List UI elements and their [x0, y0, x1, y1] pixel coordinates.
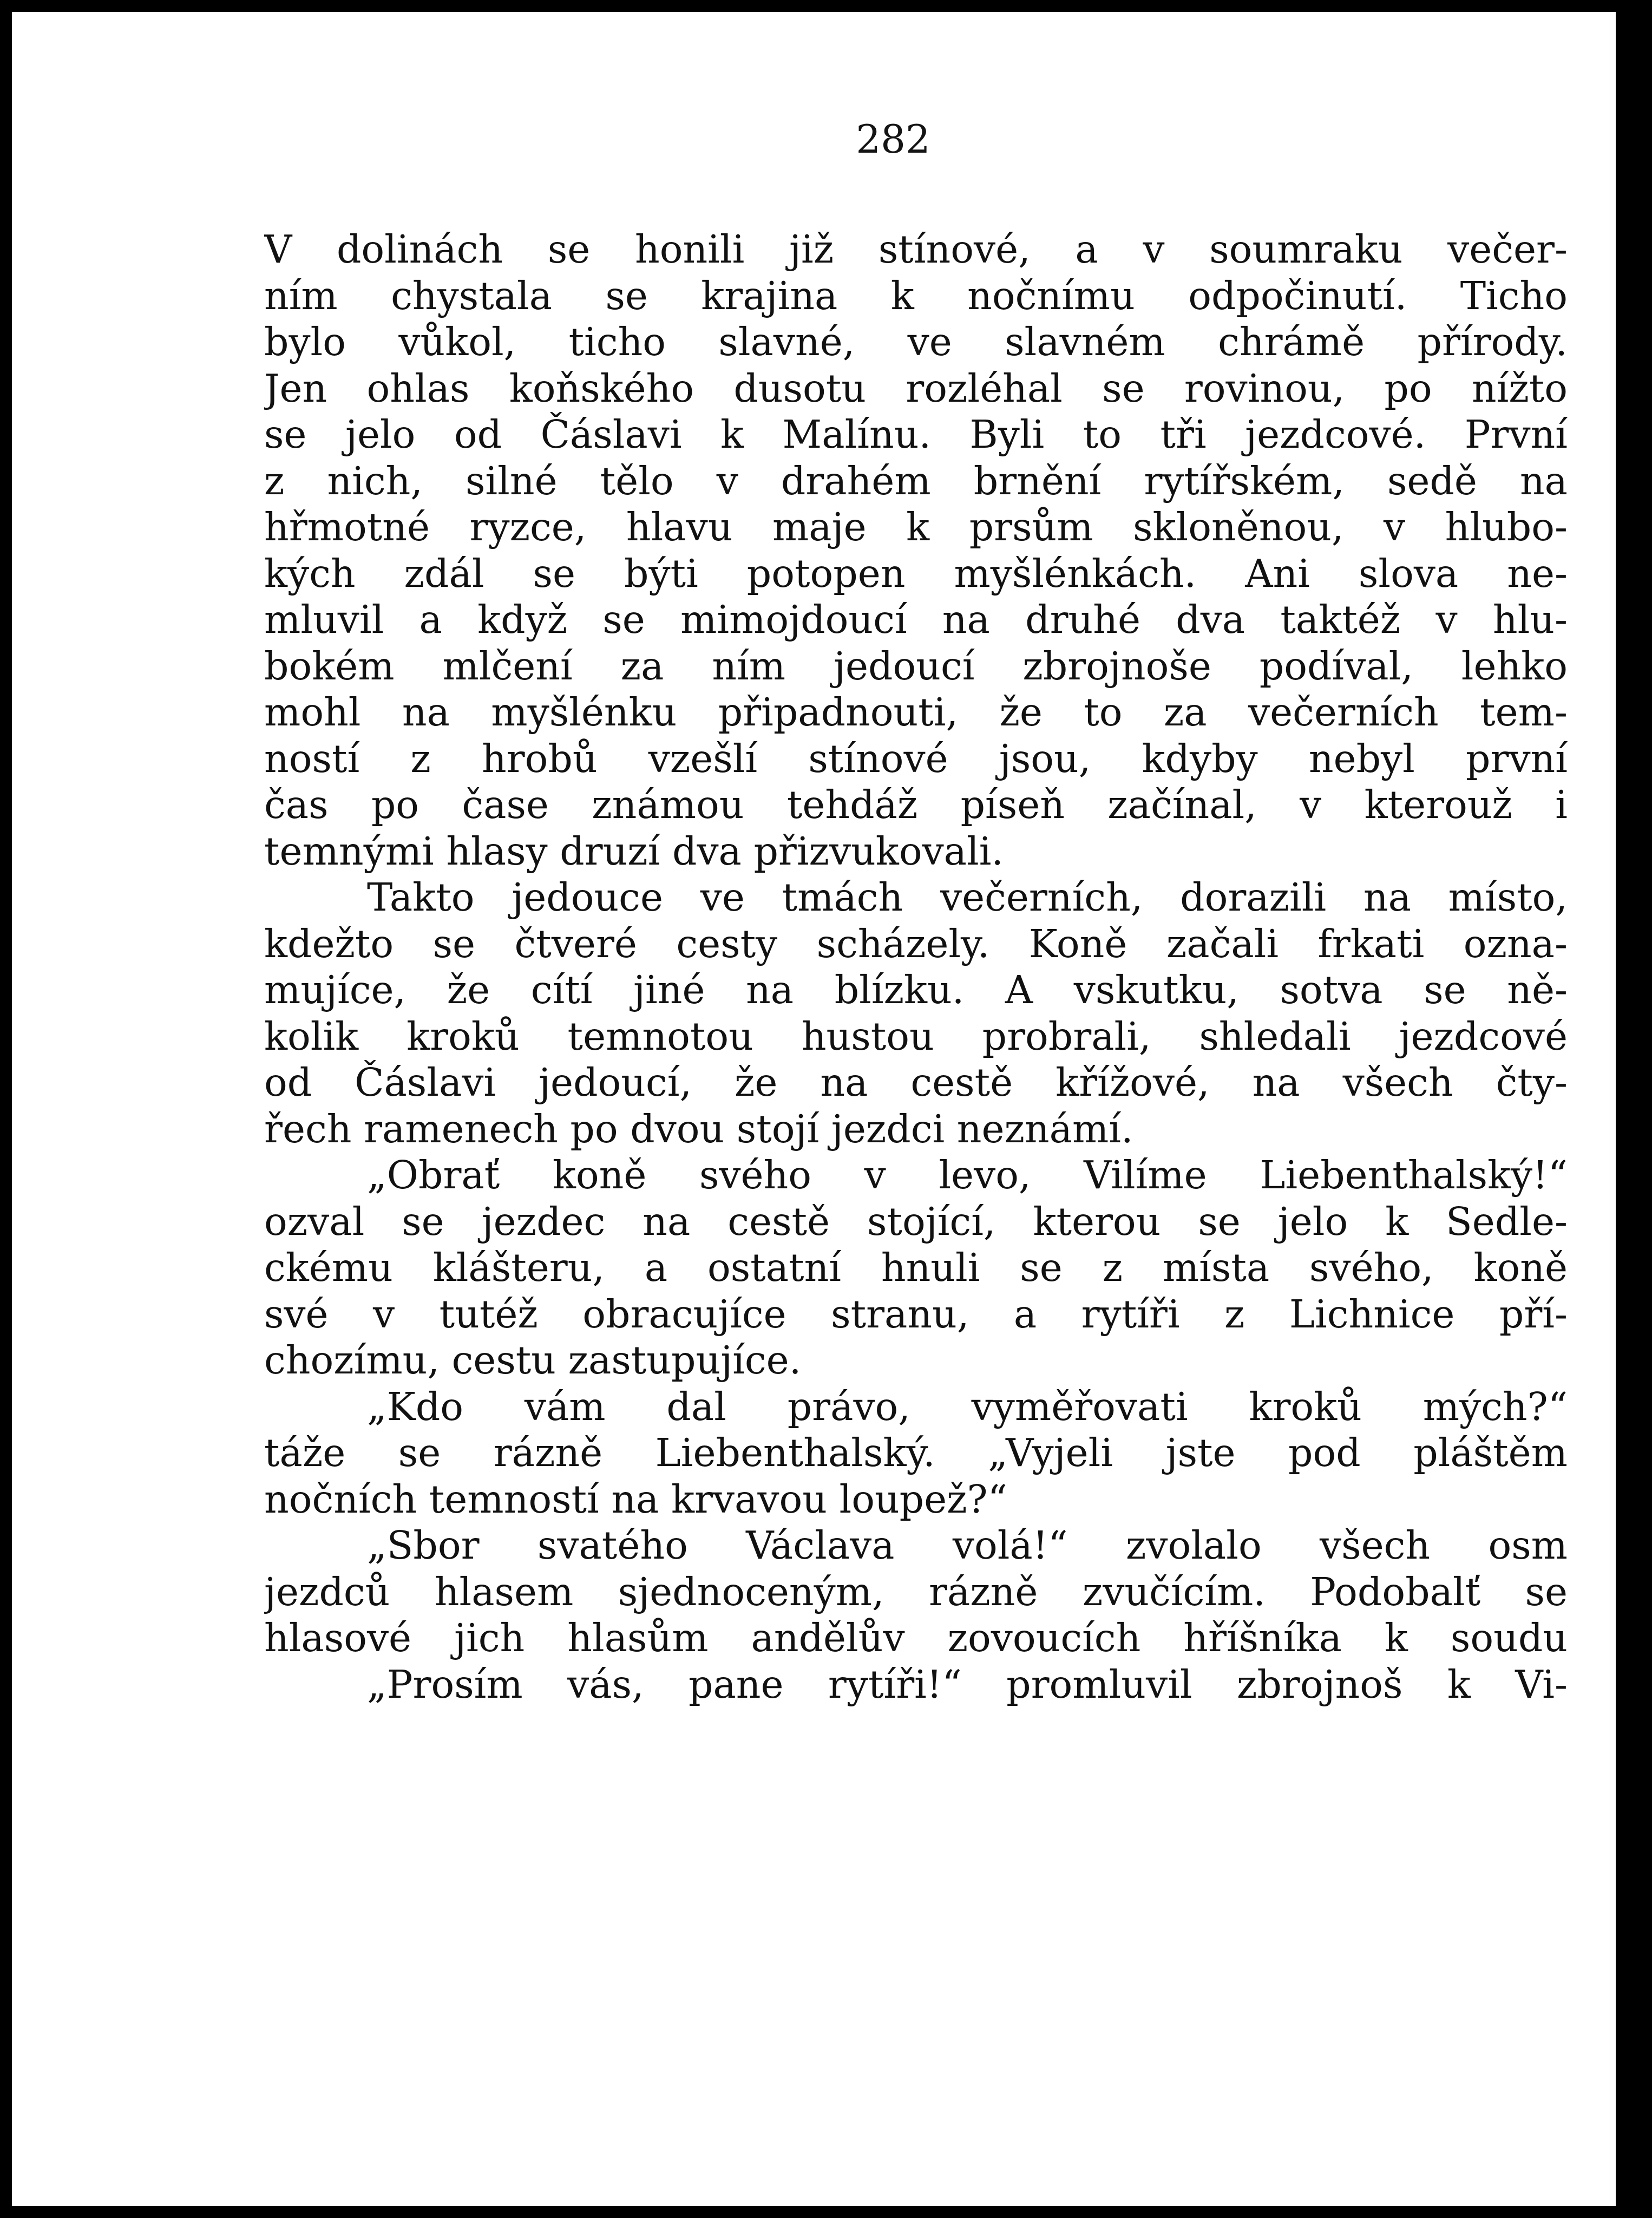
text-line: mluvil a když se mimojdoucí na druhé dva taktéž v hlu-	[264, 597, 1568, 642]
text-line: kolik kroků temnotou hustou probrali, shledali jezdcové	[264, 1013, 1568, 1059]
text-line: hlasové jich hlasům andělův zovoucích hříšníka k soudu	[264, 1615, 1568, 1660]
text-line: se jelo od Čáslavi k Malínu. Byli to tři jezdcové. První	[264, 412, 1568, 457]
text-line: mujíce, že cítí jiné na blízku. A vskutku, sotva se ně-	[264, 967, 1568, 1012]
scan-border-top	[0, 0, 1652, 12]
text-line: bokém mlčení za ním jedoucí zbrojnoše podíval, lehko	[264, 643, 1568, 689]
text-line: ozval se jezdec na cestě stojící, kterou se jelo k Sedle-	[264, 1199, 1568, 1244]
text-line: „Obrať koně svého v levo, Vilíme Liebenthalský!“	[367, 1153, 1568, 1198]
text-line: hřmotné ryzce, hlavu maje k prsům skloněnou, v hlubo-	[264, 505, 1568, 549]
text-line: mohl na myšlénku připadnouti, že to za večerních tem-	[264, 690, 1568, 735]
text-line: čas po čase známou tehdáž píseň začínal, v kterouž i	[264, 782, 1568, 827]
text-line: jezdců hlasem sjednoceným, rázně zvučícím. Podobalť se	[264, 1569, 1568, 1614]
text-line: „Sbor svatého Václava volá!“ zvolalo všech osm	[367, 1523, 1568, 1568]
page-number: 282	[856, 116, 930, 162]
scan-border-bottom	[0, 2206, 1652, 2218]
body-text	[264, 226, 1568, 1707]
text-line: Takto jedouce ve tmách večerních, dorazili na místo,	[367, 875, 1568, 920]
scan-border-right	[1616, 0, 1652, 2218]
text-line: „Kdo vám dal právo, vyměřovati kroků mých?“	[367, 1384, 1568, 1429]
text-line: „Prosím vás, pane rytíři!“ promluvil zbrojnoš k Vi-	[367, 1661, 1568, 1707]
text-line: z nich, silné tělo v drahém brnění rytířském, sedě na	[264, 458, 1568, 503]
text-line: nočních temností na krvavou loupež?“	[264, 1476, 1007, 1522]
text-line: ností z hrobů vzešlí stínové jsou, kdyby nebyl první	[264, 736, 1568, 781]
text-line: své v tutéž obracujíce stranu, a rytíři z Lichnice pří-	[264, 1291, 1568, 1337]
scan-border-left	[0, 0, 12, 2218]
text-line: řech ramenech po dvou stojí jezdci neznámí.	[264, 1106, 1133, 1151]
text-line: Jen ohlas koňského dusotu rozléhal se rovinou, po nížto	[264, 365, 1568, 411]
text-line: táže se rázně Liebenthalský. „Vyjeli jste pod pláštěm	[264, 1430, 1568, 1475]
text-line: chozímu, cestu zastupujíce.	[264, 1338, 802, 1383]
text-line: ním chystala se krajina k nočnímu odpočinutí. Ticho	[264, 273, 1568, 318]
text-line: ckému klášteru, a ostatní hnuli se z místa svého, koně	[264, 1245, 1568, 1290]
text-line: kých zdál se býti potopen myšlénkách. Ani slova ne-	[264, 551, 1568, 596]
text-line: kdežto se čtveré cesty scházely. Koně začali frkati ozna-	[264, 921, 1568, 966]
text-line: bylo vůkol, ticho slavné, ve slavném chrámě přírody.	[264, 319, 1568, 364]
text-line: V dolinách se honili již stínové, a v soumraku večer-	[264, 227, 1568, 272]
text-line: od Čáslavi jedoucí, že na cestě křížové, na všech čty-	[264, 1060, 1568, 1105]
text-line: temnými hlasy druzí dva přizvukovali.	[264, 828, 1004, 874]
